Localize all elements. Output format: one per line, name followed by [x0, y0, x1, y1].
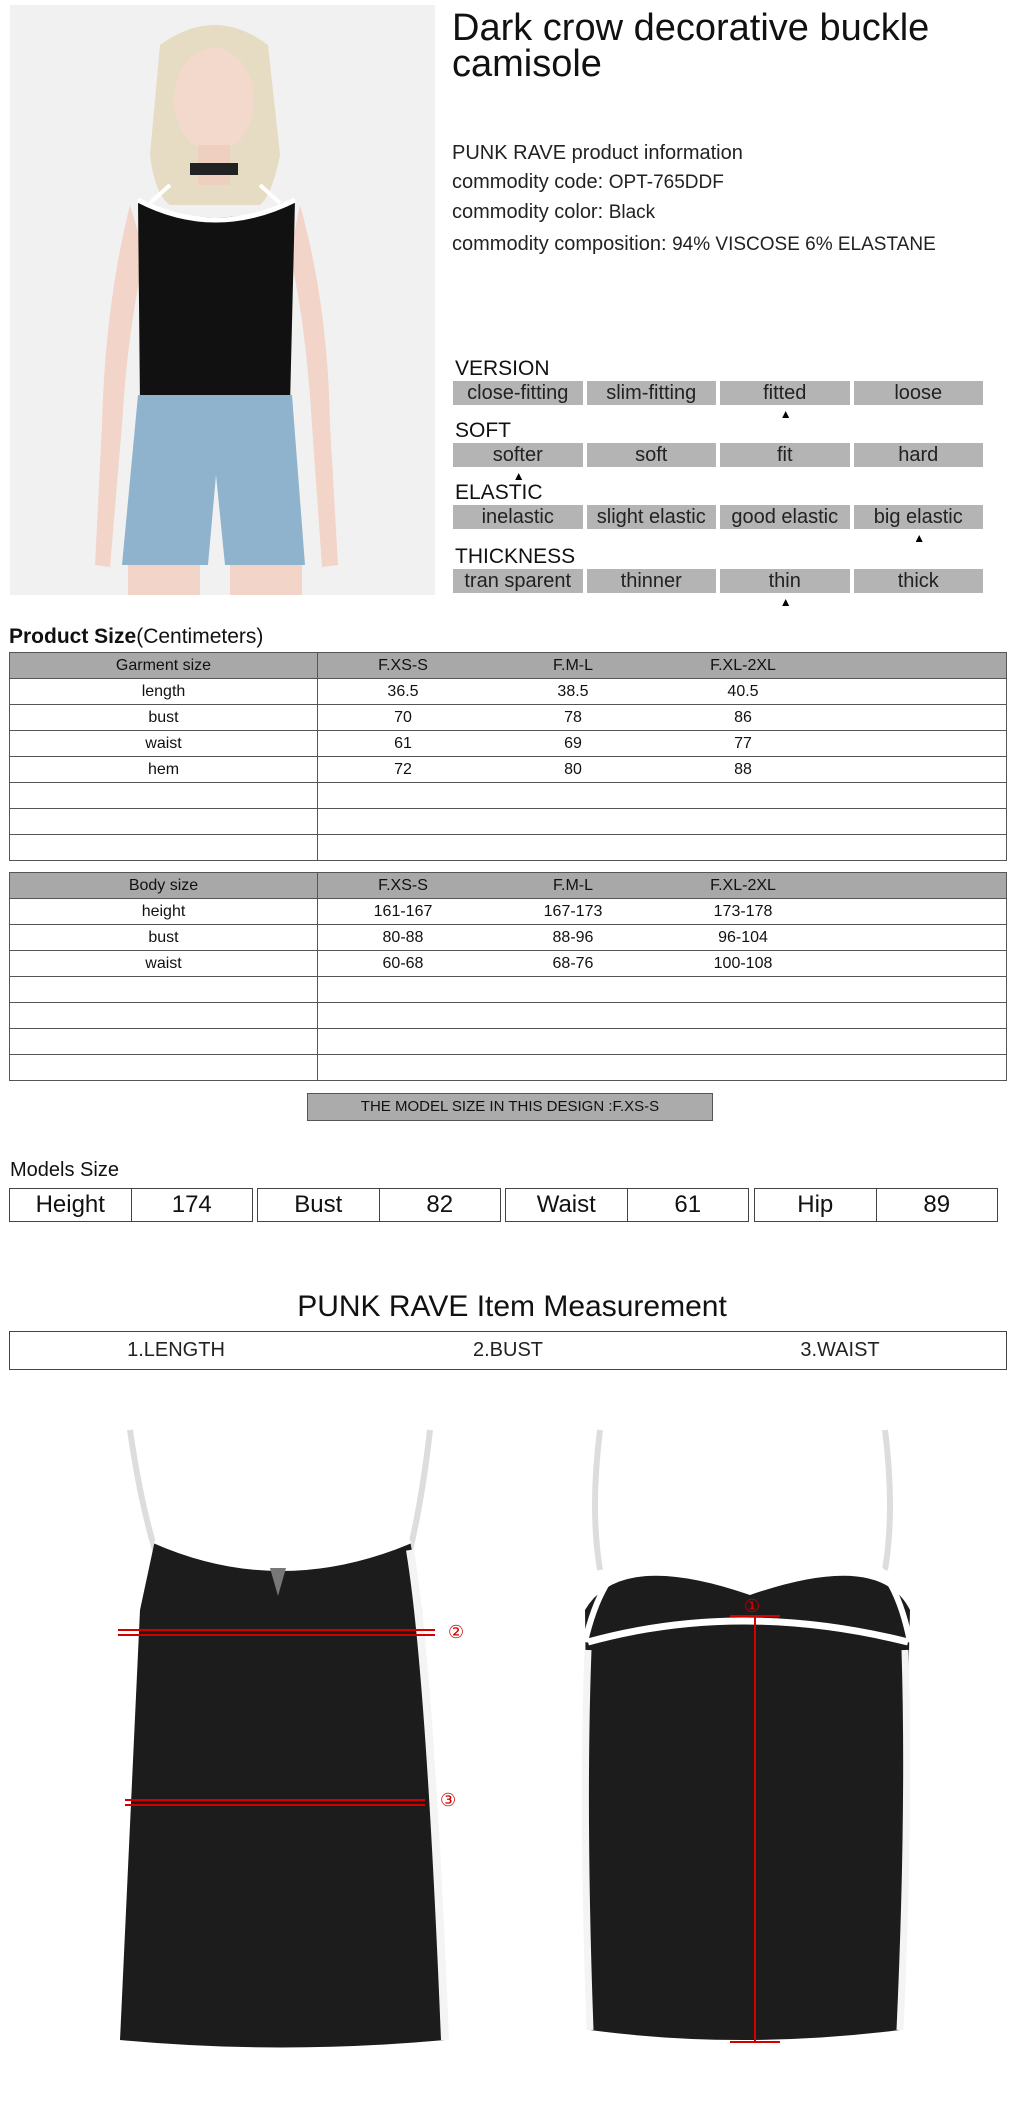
- table-cell: [488, 1003, 658, 1029]
- model-size-value: 82: [426, 1191, 454, 1218]
- attr-option: fit: [720, 443, 850, 467]
- marker-waist: ③: [440, 1790, 457, 1810]
- table-cell: 80-88: [318, 925, 489, 951]
- table-cell: waist: [10, 951, 318, 977]
- table-header-cell: F.M-L: [488, 653, 658, 679]
- attr-option: softer: [453, 443, 583, 467]
- table-cell: 38.5: [488, 679, 658, 705]
- table-cell: [10, 977, 318, 1003]
- model-size-height: [9, 1188, 253, 1222]
- table-cell: [10, 1003, 318, 1029]
- table-header-cell: [828, 653, 1007, 679]
- table-row: [10, 951, 1007, 977]
- attr-option: loose: [854, 381, 984, 405]
- table-cell: 36.5: [318, 679, 489, 705]
- table-cell: [318, 809, 489, 835]
- measurement-item-bust: 2.BUST: [472, 1339, 544, 1361]
- code-label: commodity code:: [452, 171, 604, 193]
- attr-option: hard: [854, 443, 984, 467]
- table-cell: [828, 679, 1007, 705]
- attr-scale-version: [453, 381, 983, 405]
- table-cell: 72: [318, 757, 489, 783]
- attr-option: close-fitting: [453, 381, 583, 405]
- table-cell: 61: [318, 731, 489, 757]
- selected-marker-icon: ▲: [779, 595, 792, 609]
- selected-marker-icon: ▲: [512, 469, 525, 483]
- table-cell: 40.5: [658, 679, 828, 705]
- table-cell: [828, 731, 1007, 757]
- model-size-name: Height: [10, 1189, 132, 1221]
- table-cell: [488, 783, 658, 809]
- marker-bust: ②: [448, 1622, 465, 1642]
- attr-label-thickness: THICKNESS: [455, 545, 576, 568]
- table-cell: [828, 783, 1007, 809]
- table-cell: height: [10, 899, 318, 925]
- composition-value: 94% VISCOSE 6% ELASTANE: [672, 234, 936, 255]
- attr-option: slim-fitting: [587, 381, 717, 405]
- code-value: OPT-765DDF: [608, 172, 724, 193]
- table-header-cell: F.XS-S: [318, 653, 489, 679]
- measurement-bar: [9, 1331, 1007, 1370]
- table-cell: bust: [10, 925, 318, 951]
- table-row: [10, 925, 1007, 951]
- product-title: Dark crow decorative buckle camisole: [452, 7, 930, 85]
- measurement-item-waist: 3.WAIST: [800, 1339, 880, 1361]
- garment-back-image: [560, 1410, 1000, 2060]
- table-cell: [828, 1003, 1007, 1029]
- table-cell: [318, 1003, 489, 1029]
- table-cell: 86: [658, 705, 828, 731]
- measurement-title: PUNK RAVE Item Measurement: [297, 1290, 727, 1323]
- attr-option: big elastic: [854, 505, 984, 529]
- table-cell: [658, 1029, 828, 1055]
- product-size-heading: [9, 625, 263, 649]
- attr-scale-soft: [453, 443, 983, 467]
- attr-scale-elastic: [453, 505, 983, 529]
- garment-size-table: [9, 652, 1007, 861]
- table-row: [10, 1029, 1007, 1055]
- table-cell: [488, 835, 658, 861]
- marker-length: ①: [744, 1596, 761, 1616]
- commodity-code: [452, 171, 724, 194]
- table-row: [10, 899, 1007, 925]
- attr-option: slight elastic: [587, 505, 717, 529]
- composition-label: commodity composition:: [452, 233, 667, 255]
- commodity-color: [452, 201, 655, 224]
- table-cell: [318, 835, 489, 861]
- attr-option: thin: [720, 569, 850, 593]
- table-header-cell: Body size: [10, 873, 318, 899]
- table-cell: [828, 705, 1007, 731]
- model-size-bust: [257, 1188, 501, 1222]
- measurement-item-length: 1.LENGTH: [127, 1339, 225, 1361]
- table-header-cell: F.XS-S: [318, 873, 489, 899]
- table-header-cell: [828, 873, 1007, 899]
- model-size-name: Bust: [258, 1189, 380, 1221]
- table-row: [10, 783, 1007, 809]
- table-cell: 173-178: [658, 899, 828, 925]
- info-heading: PUNK RAVE product information: [452, 142, 743, 164]
- table-row: [10, 757, 1007, 783]
- attr-option: tran sparent: [453, 569, 583, 593]
- table-cell: [658, 1003, 828, 1029]
- model-size-value: 174: [171, 1191, 212, 1218]
- table-cell: 60-68: [318, 951, 489, 977]
- table-cell: [828, 1055, 1007, 1081]
- table-cell: 77: [658, 731, 828, 757]
- attr-scale-thickness: [453, 569, 983, 593]
- table-cell: waist: [10, 731, 318, 757]
- model-size-name: Hip: [755, 1189, 877, 1221]
- table-cell: 80: [488, 757, 658, 783]
- attr-label-soft: SOFT: [455, 419, 511, 442]
- table-row: [10, 835, 1007, 861]
- table-cell: 68-76: [488, 951, 658, 977]
- commodity-composition: [452, 233, 936, 256]
- table-header-cell: Garment size: [10, 653, 318, 679]
- table-cell: [828, 977, 1007, 1003]
- attr-label-version: VERSION: [455, 357, 550, 380]
- table-row: [10, 679, 1007, 705]
- table-cell: [828, 925, 1007, 951]
- table-header-cell: F.XL-2XL: [658, 653, 828, 679]
- table-cell: [10, 1029, 318, 1055]
- table-header-cell: F.M-L: [488, 873, 658, 899]
- table-row: [10, 977, 1007, 1003]
- attr-option: thick: [854, 569, 984, 593]
- table-header-row: [10, 873, 1007, 899]
- attr-option: good elastic: [720, 505, 850, 529]
- model-photo: [10, 5, 435, 595]
- table-row: [10, 705, 1007, 731]
- model-size-value: 61: [674, 1191, 702, 1218]
- table-cell: [488, 977, 658, 1003]
- model-size-banner: THE MODEL SIZE IN THIS DESIGN :F.XS-S: [307, 1093, 713, 1121]
- attr-option: inelastic: [453, 505, 583, 529]
- table-cell: 96-104: [658, 925, 828, 951]
- table-cell: [828, 835, 1007, 861]
- table-cell: [658, 835, 828, 861]
- size-heading-unit: (Centimeters): [136, 625, 264, 648]
- table-row: [10, 809, 1007, 835]
- table-cell: [488, 809, 658, 835]
- table-cell: [828, 757, 1007, 783]
- table-cell: 69: [488, 731, 658, 757]
- table-row: [10, 731, 1007, 757]
- size-heading-bold: Product Size: [9, 625, 137, 648]
- table-header-cell: F.XL-2XL: [658, 873, 828, 899]
- attr-option: fitted: [720, 381, 850, 405]
- table-cell: [658, 1055, 828, 1081]
- table-cell: 167-173: [488, 899, 658, 925]
- table-cell: 161-167: [318, 899, 489, 925]
- model-size-value: 89: [923, 1191, 951, 1218]
- table-cell: [658, 783, 828, 809]
- color-label: commodity color:: [452, 201, 604, 223]
- attr-option: soft: [587, 443, 717, 467]
- table-row: [10, 1003, 1007, 1029]
- color-value: Black: [608, 202, 656, 223]
- table-cell: hem: [10, 757, 318, 783]
- table-cell: [318, 783, 489, 809]
- table-cell: 100-108: [658, 951, 828, 977]
- table-cell: [10, 809, 318, 835]
- attr-label-elastic: ELASTIC: [455, 481, 543, 504]
- table-cell: 88-96: [488, 925, 658, 951]
- model-size-waist: [505, 1188, 749, 1222]
- table-cell: [10, 835, 318, 861]
- table-cell: [658, 977, 828, 1003]
- table-cell: [488, 1029, 658, 1055]
- table-cell: [318, 1029, 489, 1055]
- garment-front-image: [100, 1410, 540, 2060]
- selected-marker-icon: ▲: [913, 531, 926, 545]
- table-cell: [658, 809, 828, 835]
- table-cell: [488, 1055, 658, 1081]
- model-size-hip: [754, 1188, 998, 1222]
- table-cell: [10, 783, 318, 809]
- table-cell: [318, 1055, 489, 1081]
- table-cell: [828, 809, 1007, 835]
- table-cell: bust: [10, 705, 318, 731]
- table-header-row: [10, 653, 1007, 679]
- table-cell: length: [10, 679, 318, 705]
- table-cell: [10, 1055, 318, 1081]
- table-cell: [828, 951, 1007, 977]
- attr-option: thinner: [587, 569, 717, 593]
- table-cell: [828, 1029, 1007, 1055]
- model-size-name: Waist: [506, 1189, 628, 1221]
- table-cell: 78: [488, 705, 658, 731]
- body-size-table: [9, 872, 1007, 1081]
- table-cell: [828, 899, 1007, 925]
- table-cell: 88: [658, 757, 828, 783]
- table-cell: [318, 977, 489, 1003]
- table-row: [10, 1055, 1007, 1081]
- table-cell: 70: [318, 705, 489, 731]
- selected-marker-icon: ▲: [779, 407, 792, 421]
- models-size-label: Models Size: [10, 1159, 119, 1181]
